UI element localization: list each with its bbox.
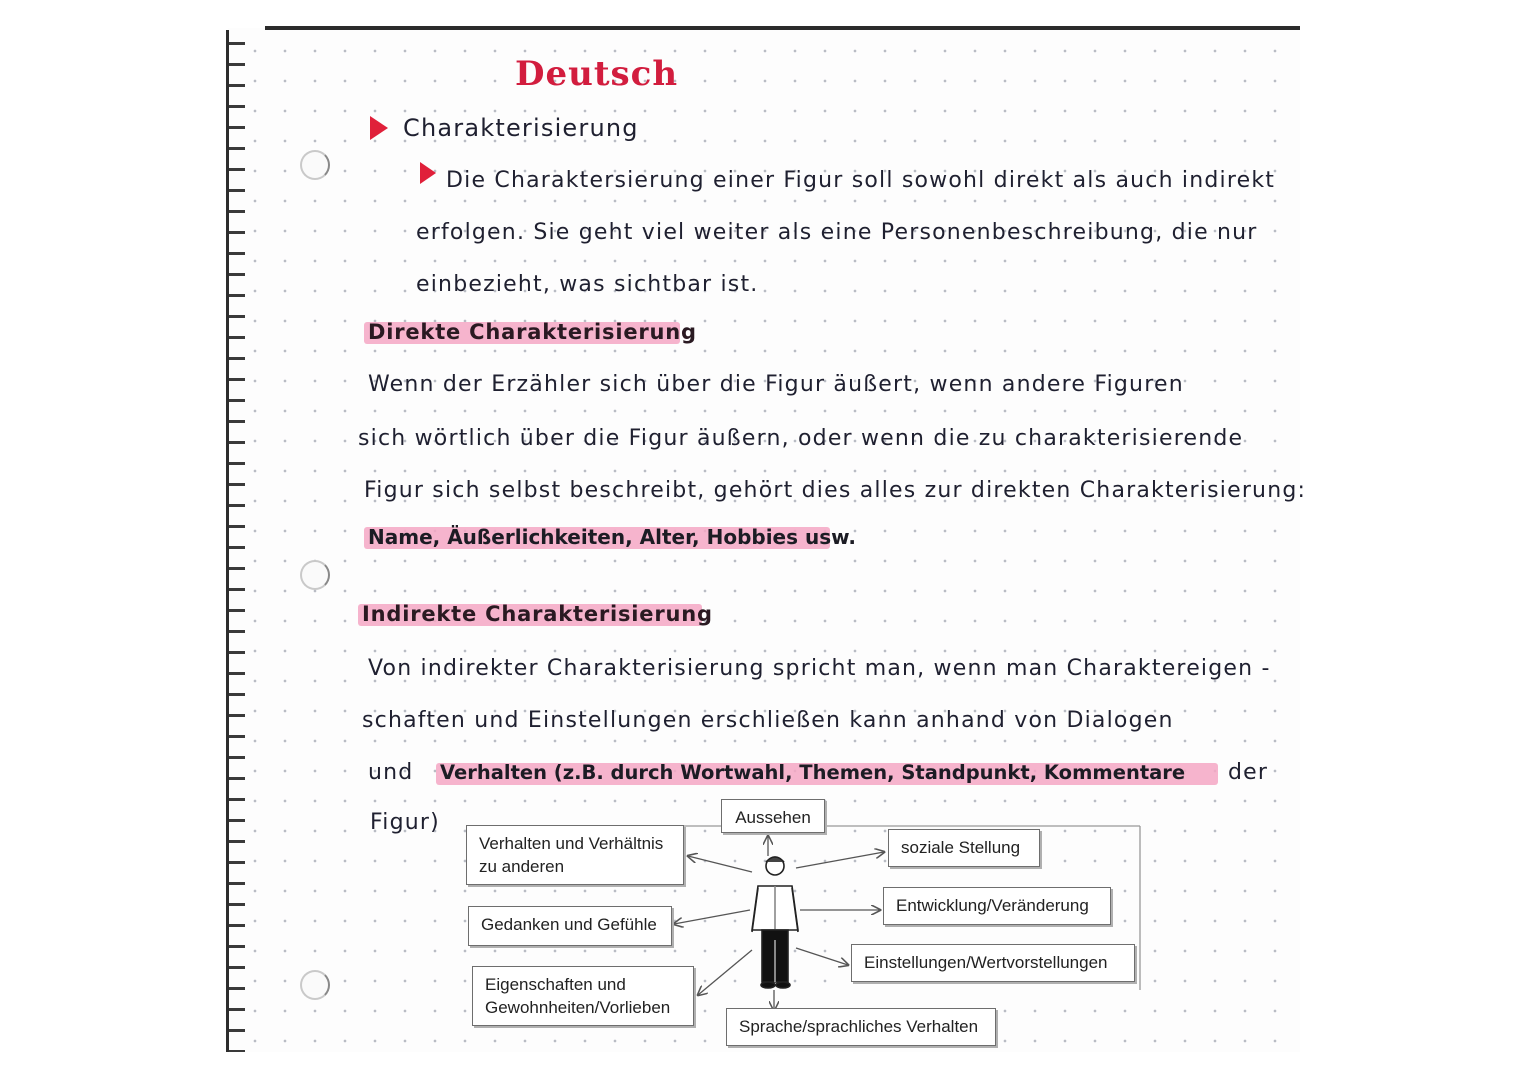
box-eigenschaften-line-2: Gewohnheiten/Vorlieben <box>485 998 671 1017</box>
intro-line-3: einbezieht, was sichtbar ist. <box>416 272 759 297</box>
section-title: Charakterisierung <box>403 114 639 142</box>
box-entwicklung: Entwicklung/Veränderung <box>883 887 1111 925</box>
box-verhalten <box>466 825 684 885</box>
indirekt-line-3-start: und <box>368 760 414 785</box>
indirekt-line-4: Figur) <box>370 810 440 835</box>
box-eigenschaften-line-1: Eigenschaften und <box>485 975 626 994</box>
intro-line-2: erfolgen. Sie geht viel weiter als eine Personenbeschreibung, die nur <box>416 220 1258 245</box>
box-aussehen: Aussehen <box>721 799 825 833</box>
person-figure-icon <box>752 857 798 988</box>
box-gedanken: Gedanken und Gefühle <box>468 906 672 946</box>
direkt-line-3: Figur sich selbst beschreibt, gehört dies alles zur direkten Charakterisierung: <box>364 478 1307 503</box>
indirekt-heading: Indirekte Charakterisierung <box>362 602 713 626</box>
indirekt-line-2: schaften und Einstellungen erschließen kann anhand von Dialogen <box>362 708 1174 733</box>
indirekt-line-3-end: der <box>1228 760 1269 785</box>
direkt-heading: Direkte Charakterisierung <box>368 320 697 344</box>
box-verhalten-line-1: Verhalten und Verhältnis <box>479 834 664 853</box>
box-soziale-stellung: soziale Stellung <box>888 829 1040 867</box>
box-eigenschaften <box>472 966 694 1026</box>
direkt-line-1: Wenn der Erzähler sich über die Figur äußert, wenn andere Figuren <box>368 372 1184 397</box>
box-sprache: Sprache/sprachliches Verhalten <box>726 1008 996 1046</box>
intro-line-1: Die Charaktersierung einer Figur soll sowohl direkt als auch indirekt <box>446 168 1276 193</box>
indirekt-line-1: Von indirekter Charakterisierung spricht man, wenn man Charaktereigen - <box>368 656 1271 681</box>
box-einstellungen: Einstellungen/Wertvorstellungen <box>851 944 1135 982</box>
page-title: Deutsch <box>515 54 679 94</box>
indirekt-line-3-highlight: Verhalten (z.B. durch Wortwahl, Themen, Standpunkt, Kommentare <box>440 761 1186 784</box>
direkt-keywords: Name, Äußerlichkeiten, Alter, Hobbies usw. <box>368 525 856 549</box>
direkt-line-2: sich wörtlich über die Figur äußern, oder wenn die zu charakterisierende <box>358 426 1244 451</box>
box-verhalten-line-2: zu anderen <box>479 857 565 876</box>
